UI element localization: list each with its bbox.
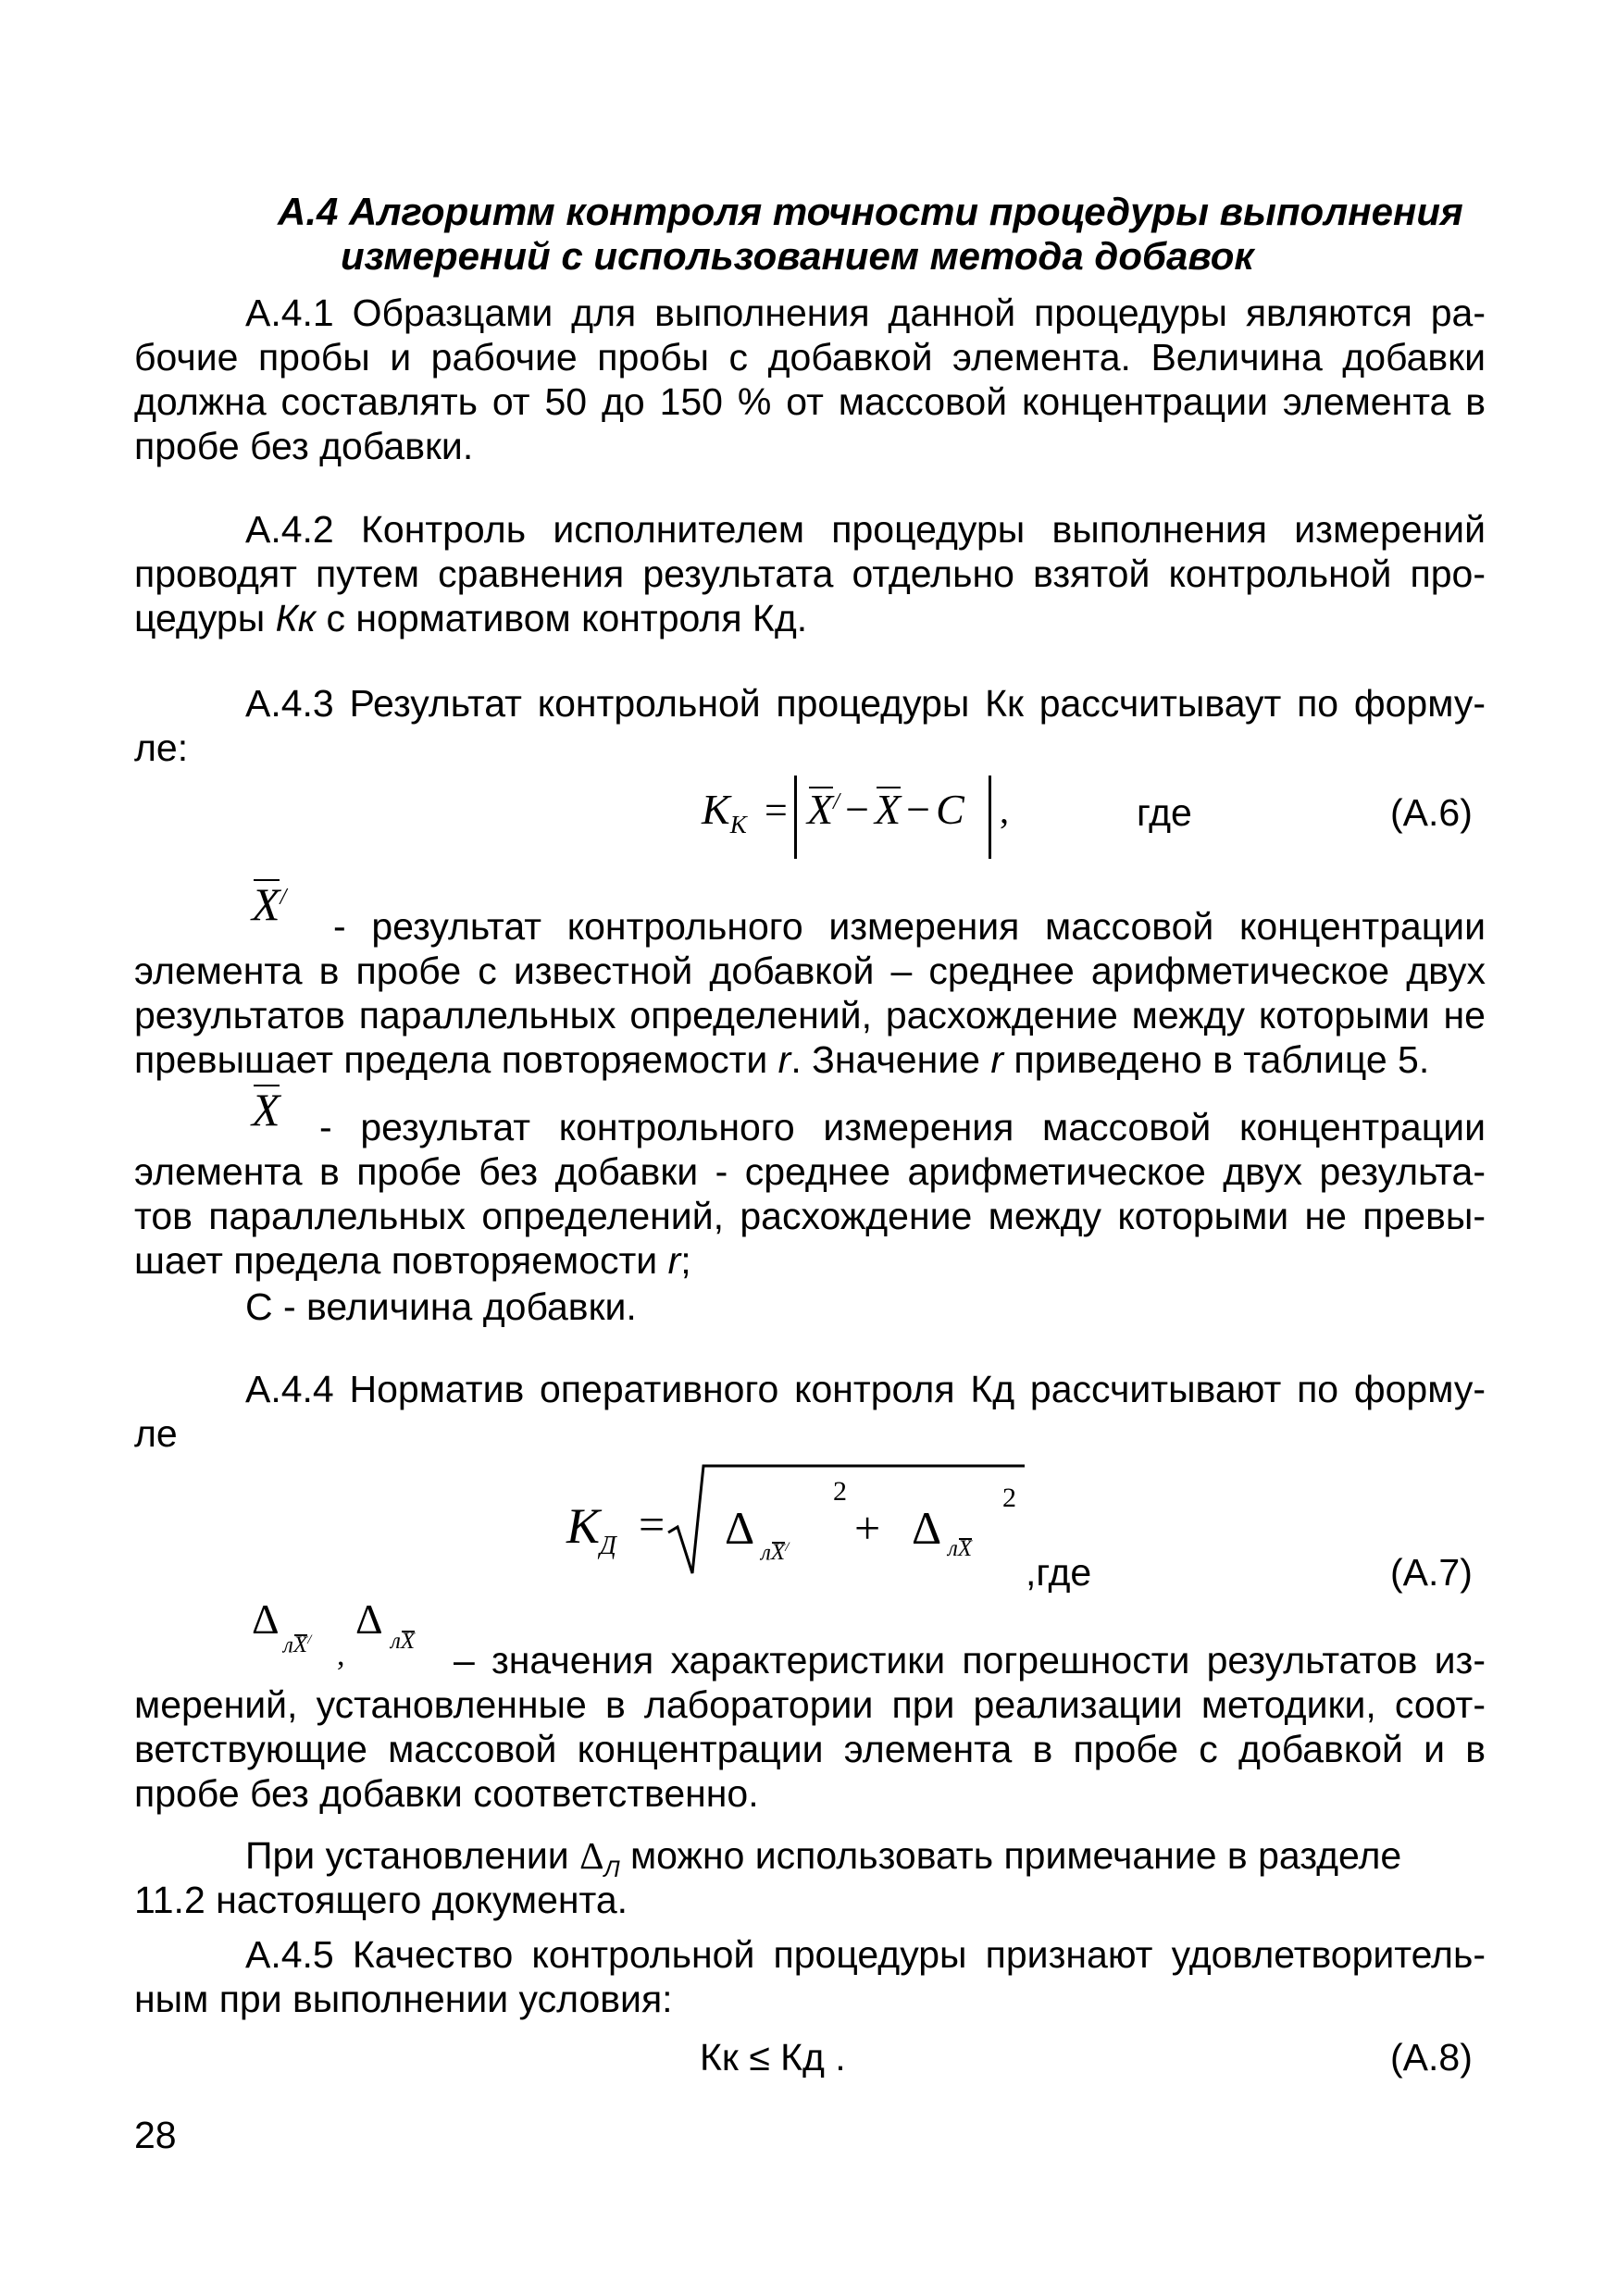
- paragraph-a44-line-1: А.4.4 Норматив оперативного контроля Кд рассчитывают по форму-: [245, 1368, 1486, 1410]
- page-number: 28: [134, 2114, 177, 2156]
- delta-symbol-2-subscript: лX: [391, 1629, 416, 1654]
- def-x-prime-line-2: элемента в пробе с известной добавкой – среднее арифметическое двух: [134, 949, 1486, 992]
- def-x-line-3: тов параллельных определений, расхождение между которыми не превы-: [134, 1195, 1486, 1237]
- kk-italic: Кк: [275, 597, 317, 639]
- x-mean-symbol: X: [252, 1084, 280, 1136]
- delta-symbol-1: Δ: [252, 1595, 280, 1643]
- note-line-2: 11.2 настоящего документа.: [134, 1879, 628, 1921]
- paragraph-a41-line-4: пробе без добавки.: [134, 425, 474, 467]
- delta-symbol-2: Δ: [355, 1595, 383, 1643]
- paragraph-a42-line-1: А.4.2 Контроль исполнителем процедуры выполнения измерений: [245, 508, 1486, 551]
- formula-a8-number: (А.8): [1390, 2036, 1473, 2079]
- def-x-prime-line-4: превышает предела повторяемости r. Значение r приведено в таблице 5.: [134, 1038, 1430, 1081]
- plus-sign: +: [854, 1502, 881, 1554]
- formula-a7-lhs: $K_Д$: [566, 1498, 616, 1560]
- def-delta-line-4: пробе без добавки соответственно.: [134, 1772, 759, 1815]
- formula-a6-where: где: [1137, 791, 1192, 834]
- formula-a7-equals: =: [639, 1498, 665, 1550]
- section-title-line-2: измерений с использованием метода добавок: [341, 234, 1254, 278]
- paragraph-a41-line-3: должна составлять от 50 до 150 % от массовой концентрации элемента в: [134, 380, 1486, 423]
- paragraph-a42-line-2: проводят путем сравнения результата отдельно взятой контрольной про-: [134, 552, 1486, 595]
- def-delta-line-3: ветствующие массовой концентрации элемента в пробе с добавкой и в: [134, 1728, 1486, 1770]
- paragraph-a45-line-1: А.4.5 Качество контрольной процедуры признают удовлетворитель-: [245, 1933, 1486, 1976]
- delta-2: Δ: [912, 1502, 942, 1554]
- formula-a6-equals: =: [765, 788, 788, 833]
- def-x-line-2: элемента в пробе без добавки - среднее арифметическое двух результа-: [134, 1150, 1486, 1193]
- delta-1-subscript: лX/: [761, 1540, 790, 1566]
- def-x-line-1: - результат контрольного измерения массовой концентрации: [319, 1106, 1486, 1148]
- paragraph-a42-line-3: цедуры Кк с нормативом контроля Кд.: [134, 597, 808, 639]
- def-x-prime-line-1: - результат контрольного измерения массовой концентрации: [333, 905, 1486, 948]
- formula-a6-number: (А.6): [1390, 791, 1473, 834]
- x-prime-symbol: X/: [252, 878, 287, 930]
- def-delta-line-1: – значения характеристики погрешности результатов из-: [454, 1639, 1486, 1682]
- delta-comma: ,: [337, 1638, 345, 1672]
- section-title-line-1: А.4 Алгоритм контроля точности процедуры выполнения: [278, 190, 1463, 233]
- paragraph-a45-line-2: ным при выполнении условия:: [134, 1978, 673, 2020]
- exponent-1: 2: [833, 1476, 847, 1507]
- paragraph-a44-line-2: ле: [134, 1412, 178, 1455]
- formula-a7-number: (А.7): [1390, 1551, 1473, 1594]
- def-c: С - величина добавки.: [245, 1285, 637, 1328]
- formula-a6-comma: ,: [1000, 789, 1009, 831]
- exponent-2: 2: [1002, 1483, 1016, 1513]
- paragraph-a41-line-2: бочие пробы и рабочие пробы с добавкой элемента. Величина добавки: [134, 336, 1486, 379]
- def-x-line-4: шает предела повторяемости r;: [134, 1239, 691, 1282]
- delta-1: Δ: [725, 1502, 755, 1554]
- delta-symbol-1-subscript: лX/: [283, 1632, 312, 1658]
- formula-a7-where: ,где: [1026, 1551, 1092, 1594]
- def-delta-line-2: мерений, установленные в лаборатории при реализации методики, соот-: [134, 1683, 1486, 1726]
- note-line-1: При установлении $\Delta_Л$ можно использовать примечание в разделе: [245, 1834, 1402, 1883]
- delta-2-subscript: лX: [948, 1536, 973, 1561]
- paragraph-a43-line-1: А.4.3 Результат контрольной процедуры Кк рассчитываут по форму-: [245, 682, 1486, 725]
- paragraph-a41-line-1: А.4.1 Образцами для выполнения данной процедуры являются ра-: [245, 292, 1486, 334]
- paragraph-a43-line-2: ле:: [134, 726, 189, 769]
- formula-a6-lhs: $K_К$: [702, 786, 747, 839]
- formula-a8: Кк ≤ Кд .: [700, 2036, 846, 2079]
- def-x-prime-line-3: результатов параллельных определений, расхождение между которыми не: [134, 994, 1486, 1036]
- formula-a6-body: X/ − X − C: [807, 786, 964, 833]
